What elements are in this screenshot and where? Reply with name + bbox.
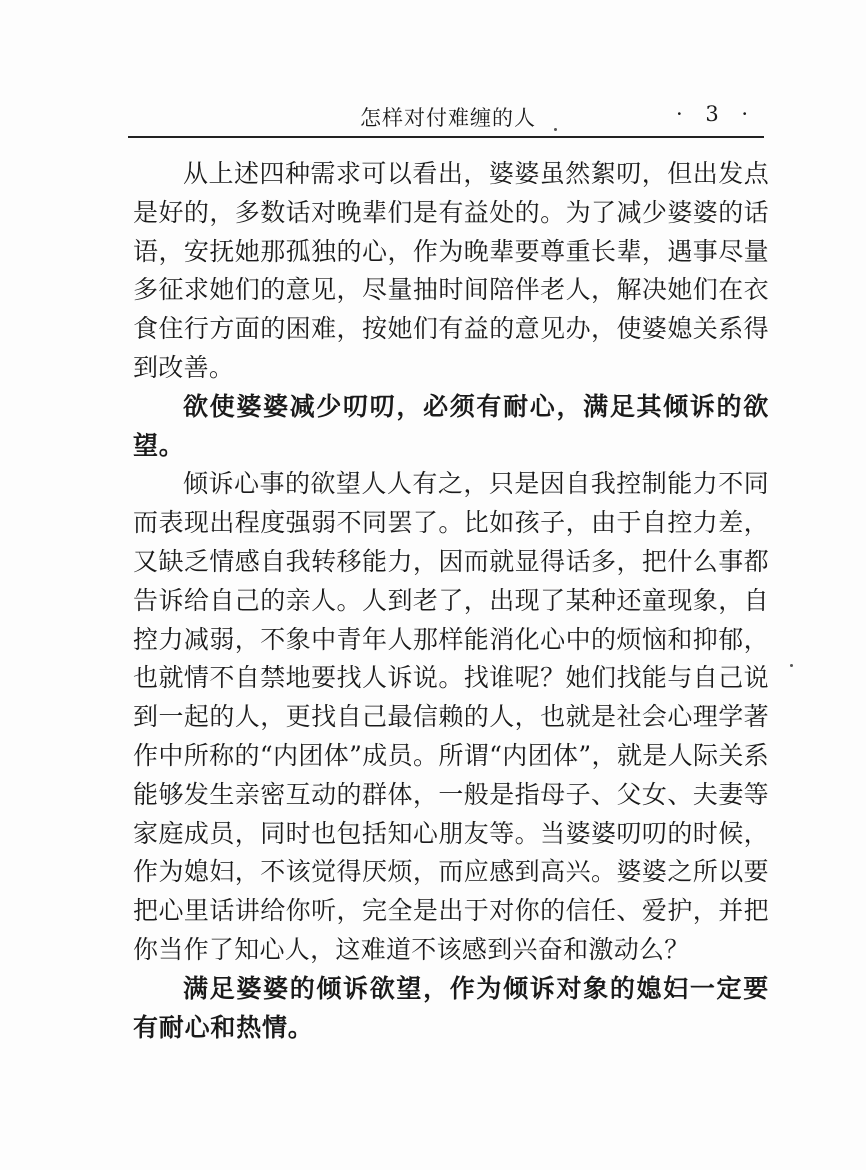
scan-speck bbox=[790, 664, 793, 667]
scan-speck bbox=[554, 128, 557, 131]
body-text bbox=[133, 155, 769, 1047]
bold-paragraph: 满足婆婆的倾诉欲望，作为倾诉对象的媳妇一定要有耐心和热情。 bbox=[133, 973, 769, 1042]
paragraph: 倾诉心事的欲望人人有之，只是因自我控制能力不同而表现出程度强弱不同罢了。比如孩子，由于自控力差，又缺乏情感自我转移能力，因而就显得话多，把什么事都告诉给自己的亲人。人到老了，出现了某种还童现象，自控力减弱，不象中青年人那样能消化心中的烦恼和抑郁，也就情不自禁地要找人诉说。找谁呢？她们找能与自己说到一起的人，更找自己最信赖的人，也就是社会心理学著作中所称的“内团体”成员。所谓“内团体”，就是人际关系能够发生亲密互动的群体，一般是指母子、父女、夫妻等家庭成员，同时也包括知心朋友等。当婆婆叨叨的时候，作为媳妇，不该觉得厌烦，而应感到高兴。婆婆之所以要把心里话讲给你听，完全是出于对你的信任、爱护，并把你当作了知心人，这难道不该感到兴奋和激动么？ bbox=[133, 469, 769, 964]
bold-paragraph: 欲使婆婆减少叨叨，必须有耐心，满足其倾诉的欲望。 bbox=[133, 391, 769, 460]
header-rule bbox=[128, 136, 764, 138]
running-title: 怎样对付难缠的人 bbox=[360, 106, 536, 130]
page-number: · 3 · bbox=[676, 102, 757, 126]
page-header bbox=[128, 100, 764, 138]
paragraph: 从上述四种需求可以看出，婆婆虽然絮叨，但出发点是好的，多数话对晚辈们是有益处的。为了减少婆婆的话语，安抚她那孤独的心，作为晚辈要尊重长辈，遇事尽量多征求她们的意见，尽量抽时间陪伴老人，解决她们在衣食住行方面的困难，按她们有益的意见办，使婆媳关系得到改善。 bbox=[133, 159, 769, 382]
